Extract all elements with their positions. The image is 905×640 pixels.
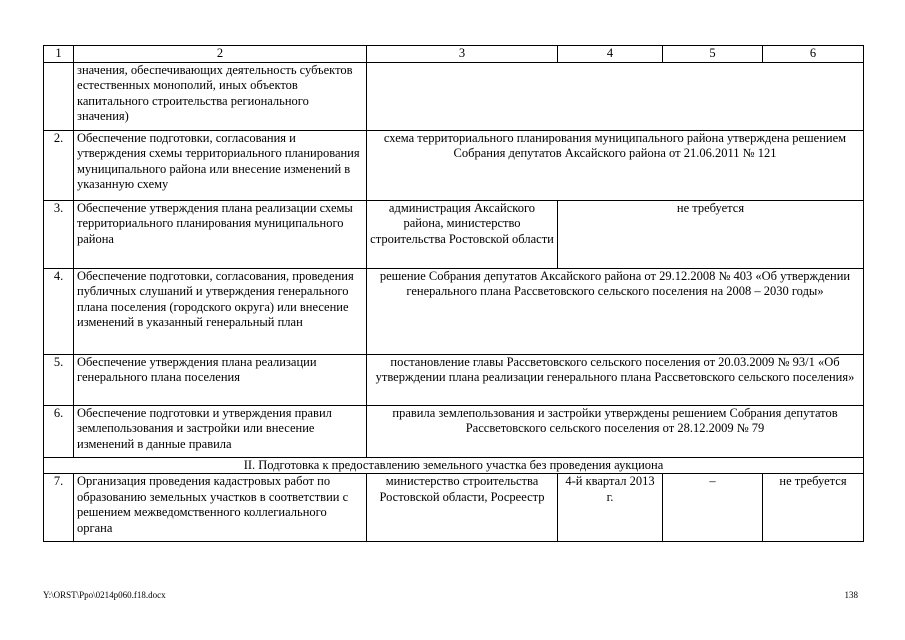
measure-cell: Обеспечение подготовки, согласования, проведения публичных слушаний и утверждения генерального плана поселения (городского округа) или внесение изменений в указанный генеральный план	[74, 268, 367, 354]
measure-cell: Обеспечение утверждения плана реализации схемы территориального планирования муниципального района	[74, 200, 367, 268]
table-row	[44, 130, 864, 200]
row-number: 5.	[44, 354, 74, 405]
header-cell: 4	[558, 46, 663, 63]
col6-cell: не требуется	[763, 474, 864, 542]
measure-cell: Обеспечение подготовки и утверждения правил землепользования и застройки или внесение изменений в данные правила	[74, 405, 367, 457]
measure-cell: Обеспечение утверждения плана реализации генерального плана поселения	[74, 354, 367, 405]
result-cell: решение Собрания депутатов Аксайского района от 29.12.2008 № 403 «Об утверждении генерального плана Рассветовского сельского поселения на 2008 – 2030 годы»	[367, 268, 864, 354]
page-number: 138	[844, 590, 858, 600]
row-number: 4.	[44, 268, 74, 354]
col5-cell: –	[663, 474, 763, 542]
row-number: 2.	[44, 130, 74, 200]
table-row	[44, 200, 864, 268]
result-cell: правила землепользования и застройки утверждены решением Собрания депутатов Рассветовского сельского поселения от 28.12.2009 № 79	[367, 405, 864, 457]
section-row	[44, 457, 864, 474]
result-cell	[367, 62, 864, 130]
header-row	[44, 46, 864, 63]
measure-cell: Организация проведения кадастровых работ по образованию земельных участков в соответствии с решением межведомственного коллегиального органа	[74, 474, 367, 542]
section-title: II. Подготовка к предоставлению земельного участка без проведения аукциона	[44, 457, 864, 474]
header-cell: 1	[44, 46, 74, 63]
responsible-cell: министерство строительства Ростовской области, Росреестр	[367, 474, 558, 542]
measure-cell: значения, обеспечивающих деятельность субъектов естественных монополий, иных объектов капитального строительства регионального значения)	[74, 62, 367, 130]
row-number: 3.	[44, 200, 74, 268]
document-table	[43, 45, 864, 542]
result-cell: постановление главы Рассветовского сельского поселения от 20.03.2009 № 93/1 «Об утверждении плана реализации генерального плана Рассветовского сельского поселения»	[367, 354, 864, 405]
file-path: Y:\ORST\Ppo\0214p060.f18.docx	[43, 590, 166, 600]
responsible-cell: администрация Аксайского района, министерство строительства Ростовской области	[367, 200, 558, 268]
table-row	[44, 354, 864, 405]
header-cell: 5	[663, 46, 763, 63]
header-cell: 3	[367, 46, 558, 63]
result-cell: схема территориального планирования муниципального района утверждена решением Собрания депутатов Аксайского района от 21.06.2011 № 121	[367, 130, 864, 200]
header-cell: 2	[74, 46, 367, 63]
table-row	[44, 474, 864, 542]
row-number	[44, 62, 74, 130]
row-number: 7.	[44, 474, 74, 542]
table-row	[44, 268, 864, 354]
measure-cell: Обеспечение подготовки, согласования и утверждения схемы территориального планирования муниципального района или внесение изменений в указанную схему	[74, 130, 367, 200]
deadline-cell: 4-й квартал 2013 г.	[558, 474, 663, 542]
header-cell: 6	[763, 46, 864, 63]
table-row	[44, 62, 864, 130]
table-row	[44, 405, 864, 457]
row-number: 6.	[44, 405, 74, 457]
result-cell: не требуется	[558, 200, 864, 268]
